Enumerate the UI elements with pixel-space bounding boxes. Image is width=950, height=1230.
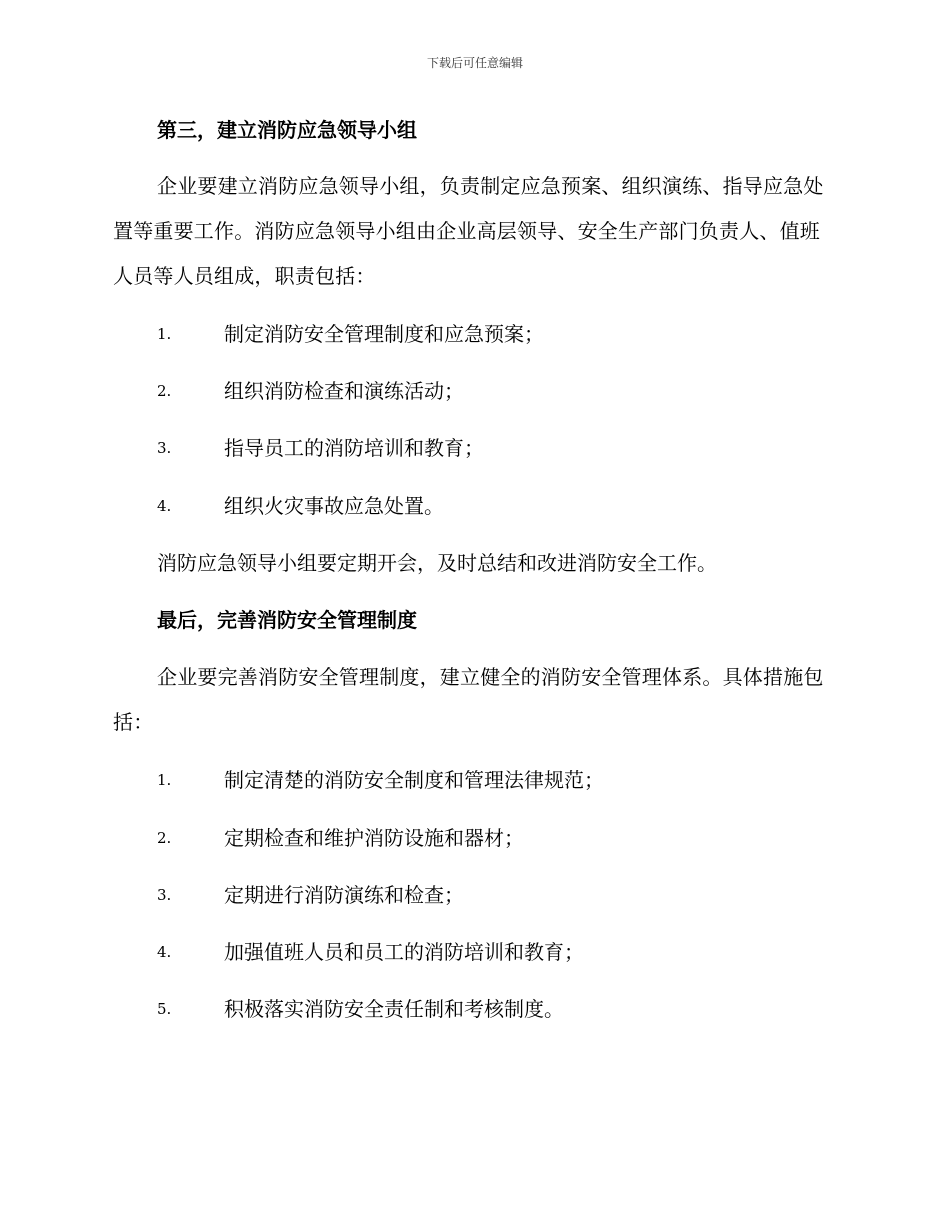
list-number: 5. xyxy=(157,1000,172,1018)
list-text: 加强值班人员和员工的消防培训和教育； xyxy=(224,940,584,964)
list-number: 2. xyxy=(157,829,172,847)
section-intro-paragraph: 企业要建立消防应急领导小组，负责制定应急预案、组织演练、指导应急处置等重要工作。消防应急领导小组由企业高层领导、安全生产部门负责人、值班人员等人员组成，职责包括： xyxy=(113,174,824,288)
page-header: 下载后可任意编辑 xyxy=(426,56,523,70)
list-number: 3. xyxy=(157,439,172,457)
list-number: 3. xyxy=(157,886,172,904)
list-number: 1. xyxy=(157,771,172,789)
list-number: 2. xyxy=(157,382,172,400)
list-text: 指导员工的消防培训和教育； xyxy=(224,436,484,460)
list-number: 4. xyxy=(157,943,172,961)
list-number: 1. xyxy=(157,325,172,343)
list-text: 组织火灾事故应急处置。 xyxy=(224,494,444,518)
list-text: 制定消防安全管理制度和应急预案； xyxy=(224,322,544,346)
list-number: 4. xyxy=(157,497,172,515)
list-text: 定期进行消防演练和检查； xyxy=(224,883,464,907)
closing-paragraph: 消防应急领导小组要定期开会，及时总结和改进消防安全工作。 xyxy=(157,551,717,575)
list-text: 组织消防检查和演练活动； xyxy=(224,379,464,403)
list-text: 积极落实消防安全责任制和考核制度。 xyxy=(224,997,564,1021)
section-heading-leadership-group: 第三，建立消防应急领导小组 xyxy=(157,118,417,142)
section-heading-management-system: 最后，完善消防安全管理制度 xyxy=(157,608,417,632)
section-intro-paragraph: 企业要完善消防安全管理制度，建立健全的消防安全管理体系。具体措施包括： xyxy=(113,665,824,734)
list-text: 制定清楚的消防安全制度和管理法律规范； xyxy=(224,768,604,792)
list-text: 定期检查和维护消防设施和器材； xyxy=(224,826,524,850)
